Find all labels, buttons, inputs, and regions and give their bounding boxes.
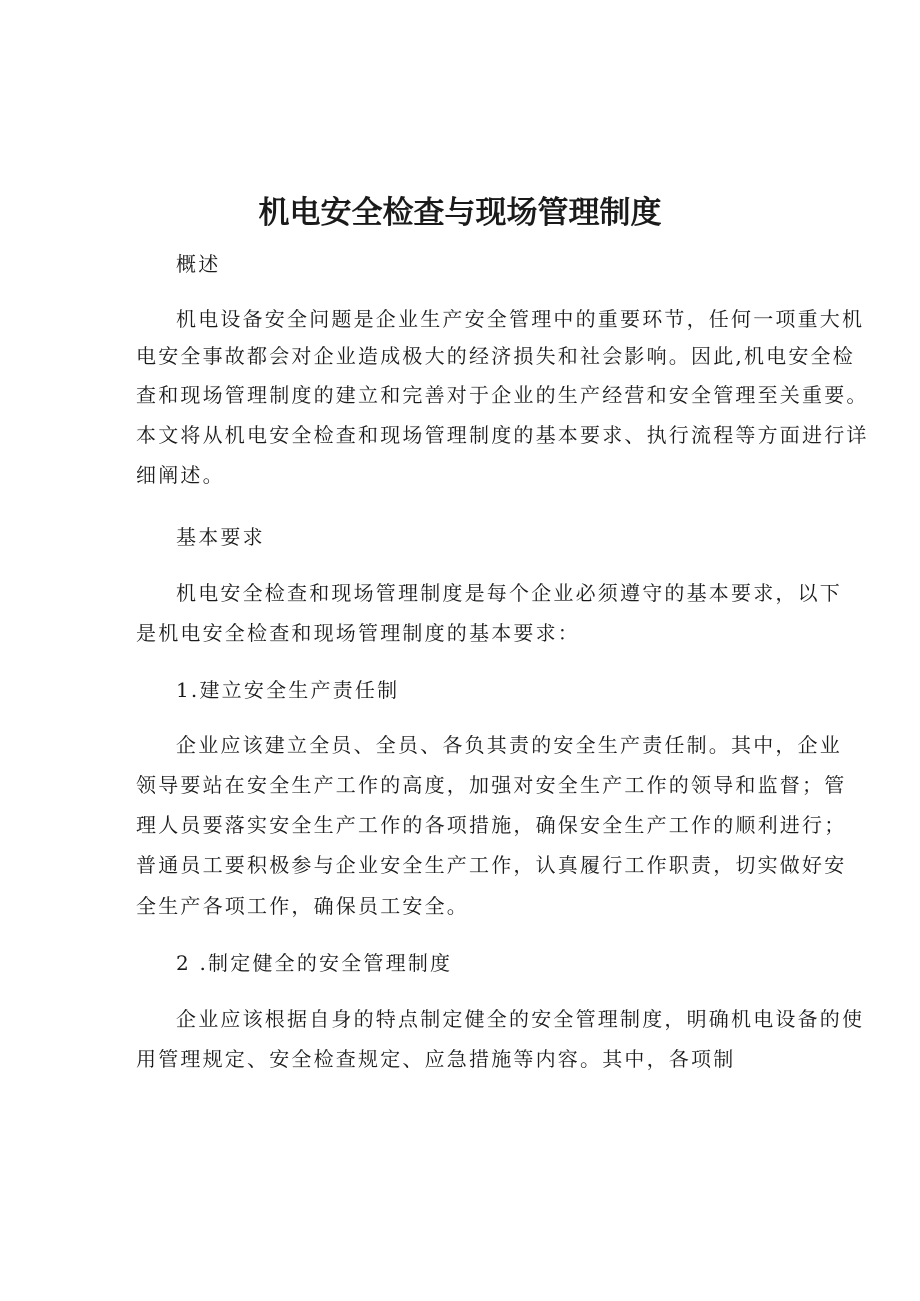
paragraph-line: 机电设备安全问题是企业生产安全管理中的重要环节，任何一项重大机: [176, 307, 865, 331]
document-title: 机电安全检查与现场管理制度: [258, 195, 662, 231]
paragraph-line: 机电安全检查和现场管理制度是每个企业必须遵守的基本要求，以下: [176, 581, 842, 605]
paragraph-line: 是机电安全检查和现场管理制度的基本要求：: [136, 621, 580, 645]
paragraph-line: 全生产各项工作，确保员工安全。: [136, 894, 469, 918]
paragraph-line: 用管理规定、安全检查规定、应急措施等内容。其中，各项制: [136, 1047, 736, 1071]
paragraph-line: 企业应该根据自身的特点制定健全的安全管理制度，明确机电设备的使: [176, 1007, 865, 1031]
paragraph-line: 本文将从机电安全检查和现场管理制度的基本要求、执行流程等方面进行详: [136, 423, 869, 447]
paragraph-line: 企业应该建立全员、全员、各负其责的安全生产责任制。其中，企业: [176, 733, 842, 757]
paragraph-line: 理人员要落实安全生产工作的各项措施，确保安全生产工作的顺利进行；: [136, 813, 847, 837]
section-heading-overview: 概述: [176, 252, 221, 276]
paragraph-line: 查和现场管理制度的建立和完善对于企业的生产经营和安全管理至关重要。: [136, 383, 869, 407]
paragraph-line: 细阐述。: [136, 463, 225, 487]
subheading-2: 2 .制定健全的安全管理制度: [176, 951, 453, 975]
paragraph-line: 普通员工要积极参与企业安全生产工作，认真履行工作职责，切实做好安: [136, 853, 847, 877]
paragraph-line: 电安全事故都会对企业造成极大的经济损失和社会影响。因此,机电安全检: [136, 344, 855, 368]
section-heading-requirements: 基本要求: [176, 525, 265, 549]
subheading-1: 1.建立安全生产责任制: [176, 678, 400, 702]
paragraph-line: 领导要站在安全生产工作的高度，加强对安全生产工作的领导和监督；管: [136, 773, 847, 797]
